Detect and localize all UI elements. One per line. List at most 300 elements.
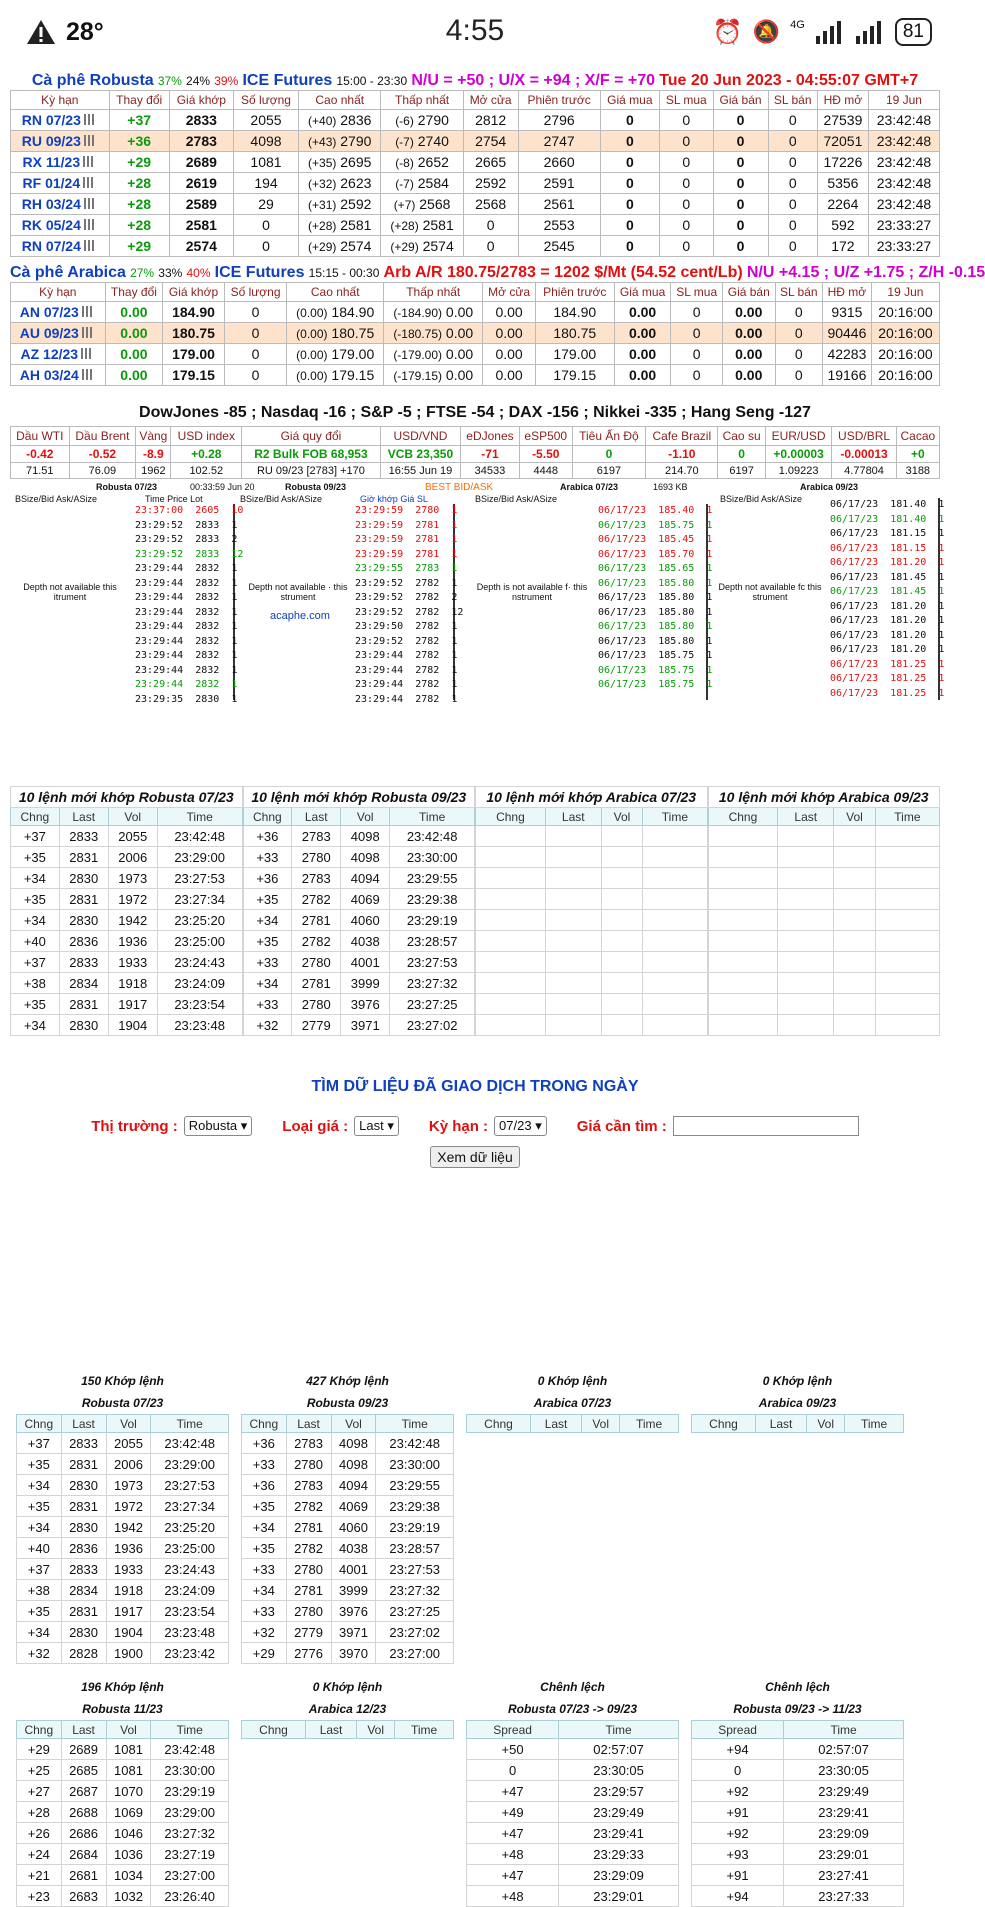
- cell: [476, 952, 546, 973]
- cell: 2776: [286, 1643, 331, 1664]
- cell: [778, 973, 834, 994]
- volume: 0: [224, 344, 286, 365]
- cell: 2782: [292, 889, 341, 910]
- market-value: 1.09223: [765, 463, 832, 479]
- table-row: [17, 1781, 229, 1802]
- bid-size: 0: [671, 344, 722, 365]
- bid-size: 0: [659, 131, 713, 152]
- cell: [875, 826, 939, 847]
- market-header: Cafe Brazil: [646, 427, 718, 446]
- low-value: 2568: [419, 196, 451, 212]
- cell: 02:57:07: [784, 1739, 904, 1760]
- symbol-label[interactable]: AZ 12/23: [20, 346, 79, 362]
- high-value: 2581: [340, 217, 372, 233]
- market-header: eSP500: [519, 427, 572, 446]
- cell: 1933: [108, 952, 157, 973]
- cell: +50: [467, 1739, 559, 1760]
- tick-row: 23:29:52 2833 2: [135, 534, 238, 545]
- tick-row: 23:29:44 2782 1: [355, 664, 458, 676]
- tick-list-arabica-0923: [830, 498, 945, 700]
- cell: +92: [692, 1823, 784, 1844]
- cell: [545, 952, 601, 973]
- bid-size: 0: [659, 110, 713, 131]
- market-label: Thị trường :: [91, 1117, 178, 1135]
- table-row: [692, 1760, 904, 1781]
- high-delta: (0.00): [296, 369, 328, 383]
- high-value: 179.15: [331, 367, 375, 383]
- cell: 2831: [61, 1496, 106, 1517]
- view-data-button[interactable]: Xem dữ liệu: [430, 1146, 520, 1168]
- time: 23:33:27: [868, 215, 939, 236]
- high-value: 2574: [340, 238, 372, 254]
- cell: +47: [467, 1865, 559, 1886]
- column-header: Chng: [17, 1415, 62, 1433]
- cell: +35: [243, 889, 292, 910]
- symbol-label[interactable]: RK 05/24: [21, 217, 81, 233]
- cell: [545, 1015, 601, 1036]
- cell: 1070: [106, 1781, 151, 1802]
- market-value: 1962: [136, 463, 171, 479]
- cell: 23:27:32: [390, 973, 475, 994]
- quote-row[interactable]: [11, 152, 940, 173]
- low: [381, 131, 463, 152]
- quote-row[interactable]: [11, 236, 940, 257]
- change: +37: [109, 110, 169, 131]
- tick-header-arabica-0923: Arabica 09/23: [800, 482, 859, 492]
- price: 179.00: [163, 344, 225, 365]
- bid-size: 0: [659, 215, 713, 236]
- tick-row: 23:29:52 2833 1: [135, 519, 238, 531]
- cell: 23:23:54: [151, 1601, 229, 1622]
- cell: 1032: [106, 1886, 151, 1907]
- cell: 23:30:00: [151, 1760, 229, 1781]
- column-header: Last: [286, 1415, 331, 1433]
- chart-icon[interactable]: [82, 306, 96, 317]
- cell: +36: [243, 826, 292, 847]
- cell: [708, 889, 778, 910]
- symbol-label[interactable]: RN 07/23: [21, 112, 81, 128]
- cell: 23:27:34: [157, 889, 242, 910]
- cell: [545, 889, 601, 910]
- table-row: [467, 1739, 679, 1760]
- previous: 2545: [518, 236, 600, 257]
- cell: 23:27:00: [151, 1865, 229, 1886]
- history-panel: [460, 1370, 685, 1664]
- ask: 0.00: [722, 302, 775, 323]
- cell: 23:27:02: [390, 1015, 475, 1036]
- market-value: 102.52: [171, 463, 242, 479]
- low-value: 0.00: [445, 304, 474, 320]
- history-panel: [685, 1676, 910, 1907]
- price-search-input[interactable]: [673, 1116, 859, 1136]
- high-delta: (+35): [308, 156, 337, 170]
- last10-title: 10 lệnh mới khớp Arabica 09/23: [708, 787, 940, 808]
- ask-size: 0: [775, 323, 822, 344]
- table-row: [17, 1643, 229, 1664]
- column-header: Thấp nhất: [384, 283, 483, 302]
- cell: 1973: [106, 1475, 151, 1496]
- tick-row: 06/17/23 181.20 1: [830, 629, 945, 641]
- market-select[interactable]: Robusta ▾: [184, 1116, 253, 1136]
- ask-size: 0: [768, 215, 817, 236]
- signal-icon: [815, 20, 845, 44]
- history-section-1: [10, 1370, 940, 1664]
- chart-icon[interactable]: [84, 240, 98, 251]
- column-header: Vol: [106, 1721, 151, 1739]
- bid: 0.00: [614, 323, 671, 344]
- column-header: Chng: [11, 808, 60, 826]
- price: 2783: [169, 131, 233, 152]
- tick-row: 23:29:44 2832 1: [135, 635, 238, 647]
- ask: 0: [713, 194, 768, 215]
- cell: 23:24:43: [151, 1559, 229, 1580]
- symbol-label[interactable]: RN 07/24: [21, 238, 81, 254]
- last10-title: 10 lệnh mới khớp Arabica 07/23: [476, 787, 708, 808]
- tick-row: 23:29:44 2832 1: [135, 563, 238, 574]
- low-value: 2584: [417, 175, 449, 191]
- change: 0.00: [105, 302, 163, 323]
- quote-row[interactable]: [11, 323, 940, 344]
- market-change: +0: [896, 446, 939, 463]
- low-delta: (+29): [390, 240, 419, 254]
- column-header: Phiên trước: [535, 283, 614, 302]
- cell: +34: [17, 1517, 62, 1538]
- low: [384, 323, 483, 344]
- cell: 23:27:41: [784, 1865, 904, 1886]
- market-header: USD/VND: [380, 427, 460, 446]
- quote-row[interactable]: [11, 131, 940, 152]
- chart-icon[interactable]: [83, 177, 97, 188]
- change: 0.00: [105, 365, 163, 386]
- symbol-label[interactable]: AH 03/24: [19, 367, 79, 383]
- contract-symbol[interactable]: [11, 152, 110, 173]
- contract-symbol[interactable]: [11, 344, 106, 365]
- tick-row: 06/17/23 185.45 1: [598, 534, 713, 545]
- history-table: [16, 1414, 229, 1664]
- table-row: [11, 910, 243, 931]
- market-change: -1.10: [646, 446, 718, 463]
- cell: 1936: [108, 931, 157, 952]
- cell: [476, 868, 546, 889]
- cell: +35: [11, 847, 60, 868]
- cell: 1972: [108, 889, 157, 910]
- tick-row: 06/17/23 185.80 1: [598, 606, 713, 618]
- quote-row[interactable]: [11, 302, 940, 323]
- ask-size: 0: [768, 173, 817, 194]
- column-header: Spread: [467, 1721, 559, 1739]
- markets-table: [10, 426, 940, 479]
- cell: +35: [17, 1496, 62, 1517]
- cell: +34: [17, 1475, 62, 1496]
- chart-icon[interactable]: [83, 156, 97, 167]
- ask-size: 0: [775, 365, 822, 386]
- quote-row[interactable]: [11, 215, 940, 236]
- history-table: [466, 1414, 679, 1433]
- contract-symbol[interactable]: [11, 302, 106, 323]
- table-row: [11, 1015, 243, 1036]
- last10-table: [10, 786, 243, 1036]
- chart-icon[interactable]: [84, 198, 98, 209]
- cell: 23:27:34: [151, 1496, 229, 1517]
- open: 2665: [463, 152, 518, 173]
- market-value: 6197: [572, 463, 645, 479]
- site-watermark: acaphe.com: [270, 610, 330, 622]
- table-row: [17, 1844, 229, 1865]
- bid-size: 0: [659, 236, 713, 257]
- cell: 23:29:38: [376, 1496, 454, 1517]
- cell: 23:29:41: [784, 1802, 904, 1823]
- tick-cols-a2: BSize/Bid Ask/ASize: [240, 494, 323, 504]
- cell: 4069: [331, 1496, 376, 1517]
- column-header: Chng: [242, 1415, 287, 1433]
- table-row: [243, 973, 475, 994]
- change: 0.00: [105, 323, 163, 344]
- column-header: Time: [559, 1721, 679, 1739]
- contract-symbol[interactable]: [11, 131, 110, 152]
- cell: 23:25:20: [157, 910, 242, 931]
- chart-icon[interactable]: [82, 369, 96, 380]
- market-header: EUR/USD: [765, 427, 832, 446]
- table-row: [243, 931, 475, 952]
- price-type-select[interactable]: Last ▾: [354, 1116, 399, 1136]
- cell: 4038: [341, 931, 390, 952]
- column-header: Giá bán: [722, 283, 775, 302]
- tick-row: 23:37:00 2605 10: [135, 505, 244, 516]
- cell: +32: [17, 1643, 62, 1664]
- market-value: RU 09/23 [2783] +170: [242, 463, 381, 479]
- cell: +37: [11, 826, 60, 847]
- cell: 4001: [341, 952, 390, 973]
- column-header: Vol: [357, 1721, 395, 1739]
- tick-panel: [10, 482, 945, 705]
- column-header: Giá bán: [713, 91, 768, 110]
- table-row: [11, 889, 243, 910]
- cell: +28: [17, 1802, 62, 1823]
- chart-icon[interactable]: [84, 135, 98, 146]
- tick-row: 23:29:59 2781 1: [355, 534, 458, 545]
- tick-cols-a4: BSize/Bid Ask/ASize: [720, 494, 803, 504]
- cell: 23:27:53: [390, 952, 475, 973]
- time: 23:42:48: [868, 173, 939, 194]
- contract-symbol[interactable]: [11, 236, 110, 257]
- low: [381, 194, 463, 215]
- arabica-section: [10, 264, 985, 386]
- trade-count: 150 Khớp lệnh: [81, 1374, 164, 1388]
- cell: +35: [11, 994, 60, 1015]
- cell: [545, 994, 601, 1015]
- tick-row: 06/17/23 181.25 1: [830, 673, 945, 684]
- cell: 2830: [61, 1622, 106, 1643]
- chart-icon[interactable]: [84, 114, 98, 125]
- high: [299, 215, 381, 236]
- cell: 3976: [341, 994, 390, 1015]
- symbol-label[interactable]: AN 07/23: [19, 304, 79, 320]
- cell: 2681: [61, 1865, 106, 1886]
- tick-row: 23:29:52 2782 12: [355, 606, 464, 618]
- last10-title: 10 lệnh mới khớp Robusta 09/23: [243, 787, 475, 808]
- low-value: 0.00: [445, 346, 474, 362]
- table-row: [692, 1802, 904, 1823]
- symbol-label[interactable]: AU 09/23: [19, 325, 79, 341]
- market-header: Tiêu Ấn Độ: [572, 427, 645, 446]
- tick-row: 06/17/23 181.25 1: [830, 687, 945, 699]
- cell: 1936: [106, 1538, 151, 1559]
- change: +29: [109, 152, 169, 173]
- chart-icon[interactable]: [84, 219, 98, 230]
- trade-count: 427 Khớp lệnh: [306, 1374, 389, 1388]
- robusta-quote-table: [10, 90, 940, 257]
- history-section-2: [10, 1676, 940, 1907]
- table-row: [242, 1580, 454, 1601]
- market-header: eDJones: [461, 427, 520, 446]
- trade-count: Chênh lệch: [540, 1680, 605, 1694]
- cell: 3970: [331, 1643, 376, 1664]
- table-row: [243, 868, 475, 889]
- cell: 2006: [106, 1454, 151, 1475]
- contract-symbol[interactable]: [11, 323, 106, 344]
- cell: 4038: [331, 1538, 376, 1559]
- contract-symbol[interactable]: [11, 215, 110, 236]
- column-header: Last: [778, 808, 834, 826]
- cell: [708, 952, 778, 973]
- quote-row[interactable]: [11, 344, 940, 365]
- market-value: 4.77804: [832, 463, 896, 479]
- cell: +94: [692, 1886, 784, 1907]
- cell: [778, 910, 834, 931]
- tick-row: 06/17/23 185.75 1: [598, 650, 713, 661]
- contract-symbol[interactable]: [11, 194, 110, 215]
- cell: 23:29:55: [376, 1475, 454, 1496]
- table-row: [242, 1454, 454, 1475]
- cell: +40: [17, 1538, 62, 1559]
- cell: 23:27:25: [376, 1601, 454, 1622]
- quote-row[interactable]: [11, 110, 940, 131]
- time: 23:42:48: [868, 194, 939, 215]
- table-row: [467, 1886, 679, 1907]
- quote-row[interactable]: [11, 194, 940, 215]
- term-select[interactable]: 07/23 ▾: [494, 1116, 547, 1136]
- column-header: Mở cửa: [483, 283, 536, 302]
- market-value: 4448: [519, 463, 572, 479]
- cell: [778, 1015, 834, 1036]
- tick-row: 06/17/23 185.80 1: [598, 621, 713, 632]
- table-row: [242, 1475, 454, 1496]
- cell: [545, 910, 601, 931]
- ask-size: 0: [768, 236, 817, 257]
- table-row: [242, 1433, 454, 1454]
- cell: 23:29:09: [559, 1865, 679, 1886]
- volume: 29: [233, 194, 298, 215]
- last10-title: 10 lệnh mới khớp Robusta 07/23: [11, 787, 243, 808]
- last10-table: [243, 786, 476, 1036]
- cell: +38: [11, 973, 60, 994]
- contract-name: Robusta 09/23: [306, 1396, 389, 1410]
- column-header: Vol: [582, 1415, 620, 1433]
- chart-icon[interactable]: [82, 327, 96, 338]
- cell: [601, 994, 643, 1015]
- cell: 4094: [341, 868, 390, 889]
- last10-panel: [243, 786, 476, 1036]
- contract-symbol[interactable]: [11, 365, 106, 386]
- signal-icon-2: [855, 20, 885, 44]
- table-row: [476, 1015, 708, 1036]
- column-header: Time: [875, 808, 939, 826]
- contract-symbol[interactable]: [11, 173, 110, 194]
- status-bar: [0, 0, 950, 64]
- cell: [875, 973, 939, 994]
- cell: 23:23:42: [151, 1643, 229, 1664]
- tick-row: 23:29:52 2833 12: [135, 548, 244, 560]
- tick-row: 23:29:44 2782 1: [355, 679, 458, 690]
- depth-na-2: Depth not available · this strument: [248, 582, 348, 602]
- table-row: [243, 826, 475, 847]
- column-header: Giá khớp: [163, 283, 225, 302]
- cell: [643, 1015, 707, 1036]
- chart-icon[interactable]: [81, 348, 95, 359]
- contract-symbol[interactable]: [11, 110, 110, 131]
- cell: 4098: [341, 826, 390, 847]
- cell: 2836: [61, 1538, 106, 1559]
- cell: 1972: [106, 1496, 151, 1517]
- cell: +34: [242, 1580, 287, 1601]
- cell: 23:42:48: [151, 1739, 229, 1760]
- robusta-section: [10, 72, 940, 257]
- cell: +40: [11, 931, 60, 952]
- column-header: Last: [531, 1415, 582, 1433]
- table-row: [708, 1015, 940, 1036]
- cell: 1046: [106, 1823, 151, 1844]
- clock: 4:55: [445, 14, 505, 47]
- bid-size: 0: [671, 365, 722, 386]
- symbol-label[interactable]: RX 11/23: [22, 154, 81, 170]
- open-interest: 5356: [817, 173, 868, 194]
- symbol-label[interactable]: RH 03/24: [21, 196, 81, 212]
- open: 0.00: [483, 302, 536, 323]
- symbol-label[interactable]: RU 09/23: [21, 133, 81, 149]
- cell: [545, 826, 601, 847]
- quote-row[interactable]: [11, 365, 940, 386]
- table-row: [243, 952, 475, 973]
- cell: 2055: [108, 826, 157, 847]
- quote-row[interactable]: [11, 173, 940, 194]
- table-row: [11, 973, 243, 994]
- symbol-label[interactable]: RF 01/24: [22, 175, 81, 191]
- cell: 1904: [106, 1622, 151, 1643]
- cell: 2783: [292, 868, 341, 889]
- table-row: [692, 1865, 904, 1886]
- cell: [476, 910, 546, 931]
- column-header: Vol: [834, 808, 876, 826]
- cell: +35: [17, 1601, 62, 1622]
- market-header: Vàng: [136, 427, 171, 446]
- cell: 4001: [331, 1559, 376, 1580]
- table-row: [242, 1643, 454, 1664]
- history-table: [691, 1720, 904, 1907]
- time: 20:16:00: [871, 302, 939, 323]
- open: 2812: [463, 110, 518, 131]
- high-delta: (0.00): [296, 348, 328, 362]
- cell: 23:27:53: [151, 1475, 229, 1496]
- history-panel: [235, 1676, 460, 1907]
- volume: 0: [224, 323, 286, 344]
- tick-row: 23:29:52 2782 1: [355, 635, 458, 647]
- table-row: [17, 1580, 229, 1601]
- tick-row: 06/17/23 181.25 1: [830, 658, 945, 670]
- time: 20:16:00: [871, 323, 939, 344]
- cell: 23:42:48: [390, 826, 475, 847]
- table-row: [476, 847, 708, 868]
- table-row: [11, 826, 243, 847]
